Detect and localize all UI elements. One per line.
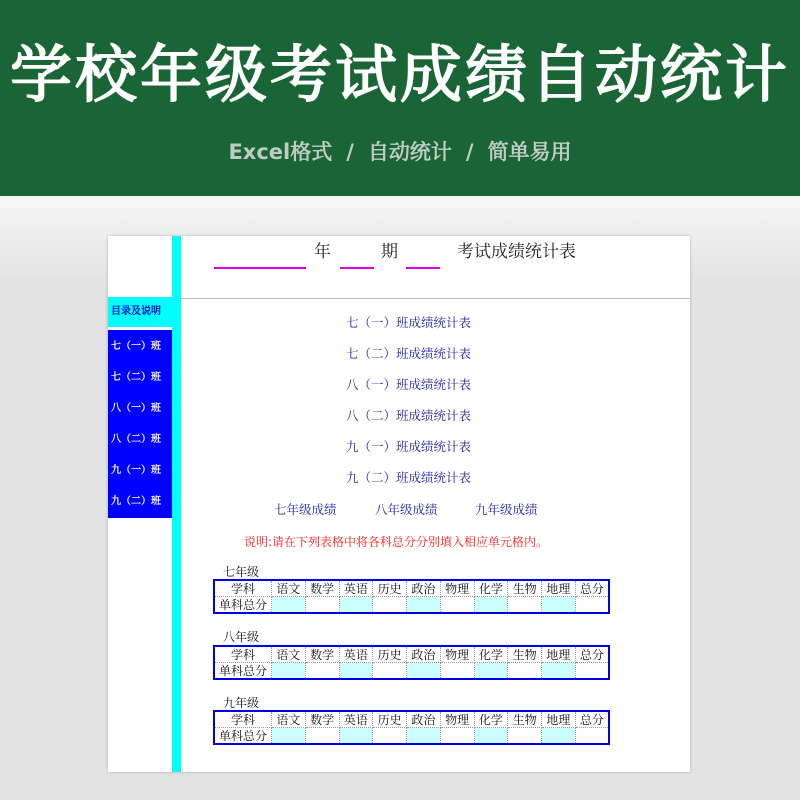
- nav-item-class-7-2[interactable]: 七（二）班: [111, 372, 161, 383]
- grade-link-7[interactable]: 七年级成绩: [274, 502, 337, 517]
- class-link-9-2[interactable]: 九（二）班成绩统计表: [346, 470, 472, 485]
- grade-link-8[interactable]: 八年级成绩: [375, 502, 438, 517]
- score-input-cell[interactable]: [407, 728, 441, 745]
- year-label: 年: [314, 242, 331, 262]
- score-input-cell[interactable]: [305, 728, 339, 745]
- header-cell[interactable]: 历史: [373, 646, 407, 663]
- table-header-row: [214, 711, 609, 728]
- header-cell[interactable]: 历史: [373, 580, 407, 597]
- score-input-cell[interactable]: [407, 597, 441, 614]
- header-cell[interactable]: 语文: [272, 646, 306, 663]
- nav-item-class-9-2[interactable]: 九（二）班: [111, 496, 161, 507]
- header-cell[interactable]: 物理: [440, 711, 474, 728]
- header-cell[interactable]: 政治: [407, 580, 441, 597]
- score-input-cell[interactable]: [474, 728, 508, 745]
- table-row: [214, 663, 609, 680]
- header-cell[interactable]: 化学: [474, 646, 508, 663]
- table-header-row: [214, 646, 609, 663]
- header-cell[interactable]: 政治: [407, 711, 441, 728]
- header-cell[interactable]: 地理: [542, 711, 576, 728]
- score-input-cell[interactable]: [305, 597, 339, 614]
- header-cell[interactable]: 学科: [214, 711, 272, 728]
- header-cell[interactable]: 生物: [508, 580, 542, 597]
- class-link-8-1[interactable]: 八（一）班成绩统计表: [346, 377, 472, 392]
- header-cell[interactable]: 总分: [575, 646, 609, 663]
- row-label-cell[interactable]: 单科总分: [214, 663, 272, 680]
- score-input-cell[interactable]: [575, 597, 609, 614]
- header-cell[interactable]: 数学: [305, 646, 339, 663]
- nav-item-class-8-2[interactable]: 八（二）班: [111, 434, 161, 445]
- term-label: 期: [381, 242, 398, 262]
- instruction-note: 说明:请在下列表格中将各科总分分别填入相应单元格内。: [244, 535, 549, 549]
- header-cell[interactable]: 数学: [305, 580, 339, 597]
- spreadsheet-sheet: [108, 236, 690, 772]
- grade-caption-9: 九年级: [223, 696, 260, 710]
- header-cell[interactable]: 物理: [440, 580, 474, 597]
- nav-item-class-7-1[interactable]: 七（一）班: [111, 341, 161, 352]
- subtitle-part: Excel格式: [228, 140, 333, 164]
- header-cell[interactable]: 学科: [214, 580, 272, 597]
- header-cell[interactable]: 生物: [508, 711, 542, 728]
- table-header-row: [214, 580, 609, 597]
- score-input-cell[interactable]: [272, 597, 306, 614]
- class-link-9-1[interactable]: 九（一）班成绩统计表: [346, 439, 472, 454]
- score-input-cell[interactable]: [272, 728, 306, 745]
- header-cell[interactable]: 总分: [575, 711, 609, 728]
- score-input-cell[interactable]: [339, 728, 373, 745]
- score-input-cell[interactable]: [305, 663, 339, 680]
- score-input-cell[interactable]: [575, 663, 609, 680]
- header-cell[interactable]: 英语: [339, 711, 373, 728]
- grade-table-7: [213, 579, 610, 614]
- score-input-cell[interactable]: [474, 597, 508, 614]
- header-cell[interactable]: 历史: [373, 711, 407, 728]
- score-input-cell[interactable]: [373, 728, 407, 745]
- class-link-8-2[interactable]: 八（二）班成绩统计表: [346, 408, 472, 423]
- header-cell[interactable]: 语文: [272, 711, 306, 728]
- score-input-cell[interactable]: [407, 663, 441, 680]
- header-cell[interactable]: 总分: [575, 580, 609, 597]
- score-input-cell[interactable]: [474, 663, 508, 680]
- header-cell[interactable]: 语文: [272, 580, 306, 597]
- nav-item-class-9-1[interactable]: 九（一）班: [111, 465, 161, 476]
- grade-table-9: [213, 710, 610, 745]
- banner-title: 学校年级考试成绩自动统计: [9, 38, 790, 111]
- header-cell[interactable]: 地理: [542, 580, 576, 597]
- score-input-cell[interactable]: [575, 728, 609, 745]
- score-input-cell[interactable]: [373, 663, 407, 680]
- header-cell[interactable]: 生物: [508, 646, 542, 663]
- header-cell[interactable]: 化学: [474, 580, 508, 597]
- subtitle-part: 简单易用: [487, 140, 572, 164]
- banner-subtitle: Excel格式 / 自动统计 / 简单易用: [228, 140, 572, 164]
- class-nav: [108, 330, 172, 518]
- header-cell[interactable]: 数学: [305, 711, 339, 728]
- year-blank[interactable]: [214, 267, 306, 269]
- score-input-cell[interactable]: [339, 663, 373, 680]
- row-label-cell[interactable]: 单科总分: [214, 597, 272, 614]
- score-input-cell[interactable]: [542, 728, 576, 745]
- score-input-cell[interactable]: [508, 663, 542, 680]
- grade-link-9[interactable]: 九年级成绩: [475, 502, 538, 517]
- header-cell[interactable]: 学科: [214, 646, 272, 663]
- score-input-cell[interactable]: [508, 728, 542, 745]
- header-cell[interactable]: 物理: [440, 646, 474, 663]
- score-input-cell[interactable]: [339, 597, 373, 614]
- term-number-blank[interactable]: [340, 267, 374, 269]
- class-link-7-2[interactable]: 七（二）班成绩统计表: [346, 346, 472, 361]
- sheet-title: 考试成绩统计表: [457, 242, 576, 262]
- nav-item-directory[interactable]: 目录及说明: [108, 297, 172, 327]
- grade-caption-7: 七年级: [223, 565, 260, 579]
- banner: [0, 0, 800, 196]
- table-row: [214, 728, 609, 745]
- nav-item-class-8-1[interactable]: 八（一）班: [111, 403, 161, 414]
- score-input-cell[interactable]: [508, 597, 542, 614]
- score-input-cell[interactable]: [440, 597, 474, 614]
- row-label-cell[interactable]: 单科总分: [214, 728, 272, 745]
- header-cell[interactable]: 政治: [407, 646, 441, 663]
- header-cell[interactable]: 地理: [542, 646, 576, 663]
- table-row: [214, 597, 609, 614]
- score-input-cell[interactable]: [373, 597, 407, 614]
- frozen-pane-divider: [172, 236, 181, 772]
- header-cell[interactable]: 化学: [474, 711, 508, 728]
- grade-caption-8: 八年级: [223, 630, 260, 644]
- score-input-cell[interactable]: [542, 663, 576, 680]
- score-input-cell[interactable]: [542, 597, 576, 614]
- score-input-cell[interactable]: [272, 663, 306, 680]
- score-input-cell[interactable]: [440, 663, 474, 680]
- header-cell[interactable]: 英语: [339, 646, 373, 663]
- score-input-cell[interactable]: [440, 728, 474, 745]
- grade-table-8: [213, 645, 610, 680]
- header-cell[interactable]: 英语: [339, 580, 373, 597]
- subtitle-part: 自动统计: [367, 140, 452, 164]
- class-link-7-1[interactable]: 七（一）班成绩统计表: [346, 315, 472, 330]
- exam-blank[interactable]: [406, 267, 440, 269]
- header-divider: [181, 298, 690, 299]
